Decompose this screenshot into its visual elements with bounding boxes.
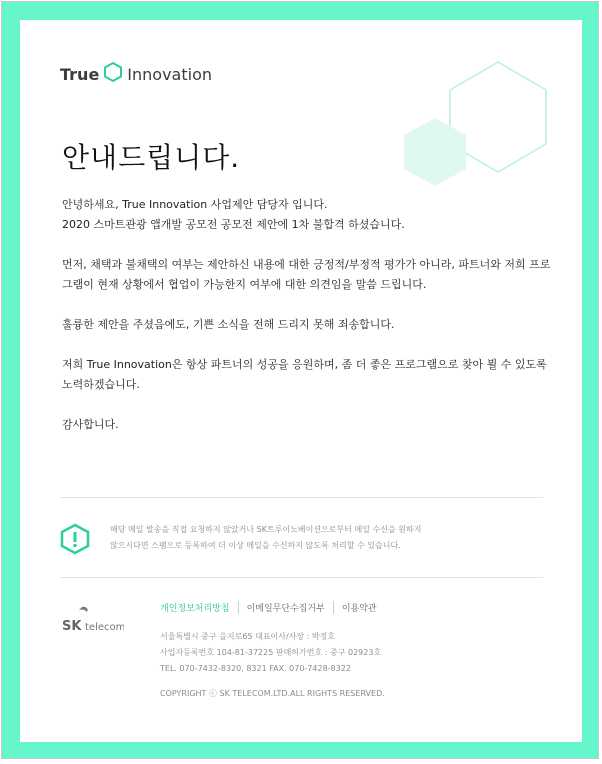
address-line: 서울특별시 중구 을지로65 대표이사/사장 : 박정호 <box>160 632 336 641</box>
sk-telecom-logo <box>60 604 124 638</box>
message-paragraph: 훌륭한 제안을 주셨음에도, 기쁜 소식을 전해 드리지 못해 죄송합니다. <box>62 318 395 331</box>
terms-of-use-link[interactable]: 이용약관 <box>333 601 385 614</box>
unsubscribe-notice: 해당 메일 발송을 직접 요청하지 않았거나 SK트루이노베이션으로부터 메일 수신을 원하지 않으시다면 스팸으로 등록하여 더 이상 메일을 수신하지 않도록 처리할 수 있습니다. <box>110 525 422 550</box>
message-body <box>62 195 552 455</box>
message-paragraph: 안녕하세요, True Innovation 사업제안 담당자 입니다. 2020 스마트관광 앱개발 공모전 공모전 제안에 1차 불합격 하셨습니다. <box>62 198 405 231</box>
page-title: 안내드립니다. <box>62 141 241 174</box>
logo-word-innovation: Innovation <box>127 64 213 84</box>
email-collection-refusal-link[interactable]: 이메일무단수집거부 <box>238 601 333 614</box>
message-paragraph: 먼저, 채택과 불채택의 여부는 제안하신 내용에 대한 긍정적/부정적 평가가 아니라, 파트너와 저희 프로그램이 현재 상황에서 협업이 가능한지 여부에 대한 의견임을 말씀 드립니다. <box>62 258 551 291</box>
sk-logo-mark: SK <box>62 619 82 634</box>
address-line: 사업자등록번호 104-81-37225 판매허가번호 : 중구 02923호 <box>160 648 382 657</box>
hexagon-decoration-icon <box>400 60 550 209</box>
hexagon-logo-icon <box>104 62 122 86</box>
true-innovation-logo <box>60 62 212 86</box>
company-address <box>160 629 381 677</box>
message-paragraph: 감사합니다. <box>62 418 119 431</box>
divider <box>60 577 543 578</box>
copyright: COPYRIGHT ⓒ SK TELECOM.LTD.ALL RIGHTS RESERVED. <box>160 689 385 698</box>
logo-word-true: True <box>60 64 100 84</box>
email-card <box>20 20 582 742</box>
email-frame <box>1 1 599 759</box>
address-line: TEL. 070-7432-8320, 8321 FAX. 070-7428-8322 <box>160 664 351 673</box>
sk-logo-text: telecom <box>85 622 124 633</box>
footer-links <box>160 601 385 614</box>
exclamation-shield-icon <box>60 523 90 559</box>
divider <box>60 497 543 498</box>
message-paragraph: 저희 True Innovation은 항상 파트너의 성공을 응원하며, 좀 더 좋은 프로그램으로 찾아 뵐 수 있도록 노력하겠습니다. <box>62 358 547 391</box>
privacy-policy-link[interactable]: 개인정보처리방침 <box>160 604 230 614</box>
